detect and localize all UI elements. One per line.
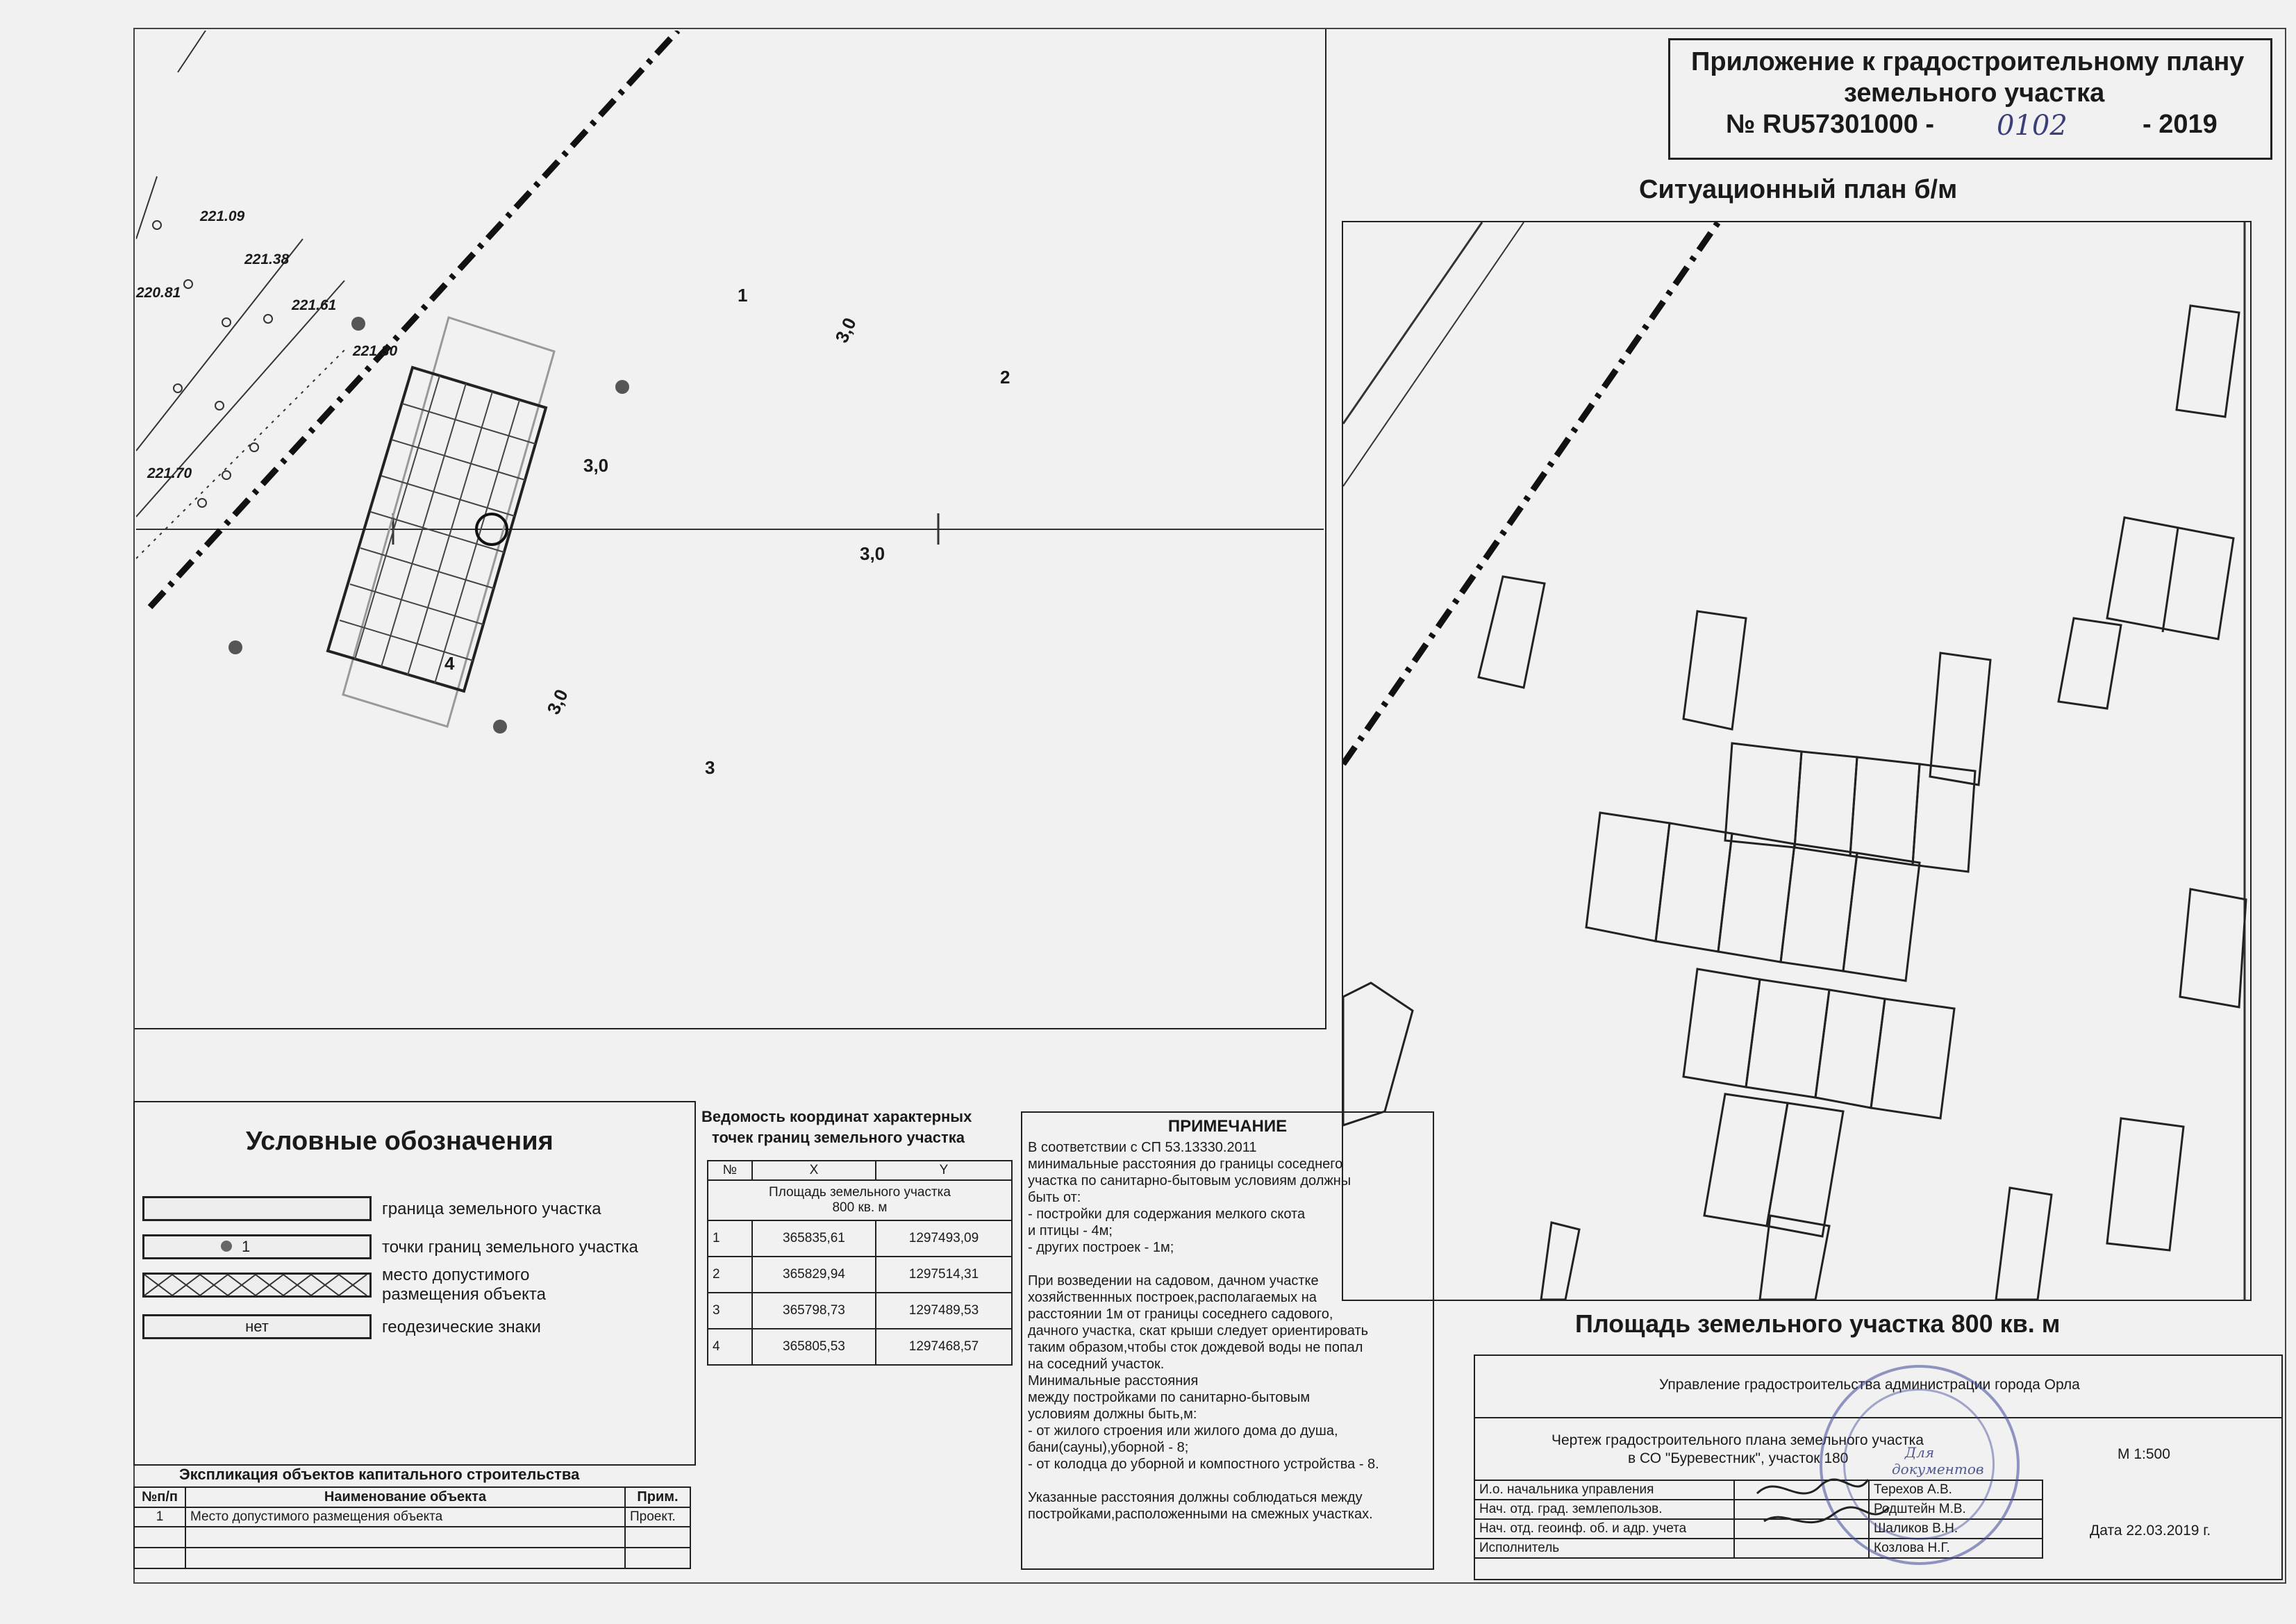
note-line: на соседний участок. — [1028, 1357, 1165, 1372]
note-line: между постройками по санитарно-бытовым — [1028, 1390, 1311, 1405]
legend-symbol-placement — [142, 1273, 372, 1298]
legend-symbol-boundary — [142, 1196, 372, 1221]
title-block-drawing-line1: Чертеж градостроительного плана земельного участка — [1552, 1432, 1924, 1448]
explication-title: Экспликация объектов капитального строительства — [179, 1466, 580, 1483]
legend-label-line1: место допустимого — [382, 1266, 530, 1284]
elevation-label: 220.81 — [136, 285, 181, 301]
note-line: минимальные расстояния до границы соседнего — [1028, 1157, 1343, 1172]
note-line: таким образом,чтобы сток дождевой воды не попал — [1028, 1340, 1363, 1355]
row-x: 365835,61 — [752, 1220, 876, 1257]
point-label: 4 — [444, 653, 455, 674]
elevation-label: 221.38 — [244, 251, 290, 267]
note-line: Указанные расстояния должны соблюдаться между — [1028, 1490, 1363, 1505]
signature-name: Терехов А.В. — [1869, 1480, 2043, 1500]
row-note: Проект. — [625, 1507, 690, 1527]
signature-name: Козлова Н.Г. — [1869, 1539, 2043, 1558]
note-title: ПРИМЕЧАНИЕ — [1167, 1117, 1288, 1136]
legend-title: Условные обозначения — [246, 1127, 554, 1156]
row-num: 3 — [708, 1293, 752, 1329]
dimension-label: 3,0 — [860, 543, 885, 564]
signature-role: Исполнитель — [1474, 1539, 1734, 1558]
coordinates-title-line1: Ведомость координат характерных — [701, 1108, 972, 1125]
header-number-handwritten: 0102 — [1997, 110, 2068, 142]
col-header-num: №п/п — [134, 1487, 185, 1507]
note-line: условиям должны быть,м: — [1028, 1407, 1197, 1422]
note-line: бани(сауны),уборной - 8; — [1028, 1440, 1189, 1455]
table-row — [134, 1507, 690, 1527]
area-line2: 800 кв. м — [832, 1200, 888, 1215]
col-header-x: X — [752, 1161, 876, 1180]
situational-plan-svg — [1343, 222, 2250, 1300]
note-line: - других построек - 1м; — [1028, 1240, 1174, 1255]
col-header-y: Y — [876, 1161, 1012, 1180]
legend-symbol-text: нет — [245, 1318, 269, 1335]
signature-scribbles — [1750, 1466, 1931, 1549]
legend-symbol-text: 1 — [242, 1238, 251, 1255]
main-plan-svg — [136, 31, 1324, 1024]
elevation-label: 221.30 — [353, 343, 398, 359]
point-label: 1 — [738, 285, 748, 306]
row-num: 1 — [708, 1220, 752, 1257]
point-label: 2 — [1000, 367, 1010, 388]
note-line — [1028, 1473, 1427, 1489]
header-box — [1668, 38, 2272, 160]
row-num: 4 — [708, 1329, 752, 1365]
row-y: 1297514,31 — [876, 1257, 1012, 1293]
elevation-label: 221.61 — [292, 297, 337, 313]
note-line — [1028, 1256, 1427, 1273]
signature-role: Нач. отд. град. землепользов. — [1474, 1500, 1734, 1519]
point-marker-icon — [221, 1241, 232, 1252]
note-line: - от жилого строения или жилого дома до душа, — [1028, 1423, 1338, 1439]
note-line: Минимальные расстояния — [1028, 1373, 1199, 1389]
legend-symbol-points — [142, 1234, 372, 1259]
situational-plan-title: Ситуационный план б/м — [1639, 175, 1958, 204]
area-caption: Площадь земельного участка 800 кв. м — [1575, 1309, 2061, 1338]
table-row — [708, 1220, 1012, 1257]
area-cell — [708, 1180, 1012, 1220]
stamp-handwriting: Для документов — [1892, 1444, 1984, 1477]
legend-symbol-geodetic — [142, 1314, 372, 1339]
row-x: 365798,73 — [752, 1293, 876, 1329]
header-number-year: - 2019 — [2143, 110, 2218, 139]
note-line: хозяйственнных построек,располагаемых на — [1028, 1290, 1317, 1305]
elevation-label: 221.09 — [200, 208, 245, 224]
legend-label-line2: размещения объекта — [382, 1285, 546, 1304]
dimension-label: 3,0 — [542, 686, 572, 718]
row-x: 365829,94 — [752, 1257, 876, 1293]
row-y: 1297468,57 — [876, 1329, 1012, 1365]
legend-label: геодезические знаки — [382, 1318, 541, 1336]
header-title-line1: Приложение к градостроительному плану — [1691, 47, 2245, 76]
area-line1: Площадь земельного участка — [769, 1185, 951, 1200]
situational-plan-map — [1342, 221, 2252, 1301]
signature-name: Шаликов В.Н. — [1869, 1519, 2043, 1539]
signature-role: И.о. начальника управления — [1474, 1480, 1734, 1500]
title-block-org: Управление градостроительства администрации города Орла — [1659, 1377, 2080, 1393]
dimension-label: 3,0 — [831, 314, 860, 347]
note-line: При возведении на садовом, дачном участке — [1028, 1273, 1319, 1289]
note-line: постройками,расположенными на смежных участках. — [1028, 1507, 1373, 1522]
point-label: 3 — [705, 757, 715, 778]
row-y: 1297493,09 — [876, 1220, 1012, 1257]
explication-table — [133, 1486, 691, 1569]
note-box — [1021, 1111, 1434, 1570]
row-num: 2 — [708, 1257, 752, 1293]
elevation-label: 221.70 — [147, 465, 192, 481]
row-x: 365805,53 — [752, 1329, 876, 1365]
col-header-num: № — [708, 1161, 752, 1180]
table-row — [708, 1329, 1012, 1365]
note-line: - постройки для содержания мелкого скота — [1028, 1207, 1306, 1222]
header-number-prefix: № RU57301000 - — [1726, 110, 1935, 139]
row-y: 1297489,53 — [876, 1293, 1012, 1329]
coordinates-title-line2: точек границ земельного участка — [712, 1129, 965, 1146]
coordinates-table — [707, 1160, 1013, 1366]
title-block-date: Дата 22.03.2019 г. — [2090, 1523, 2211, 1539]
header-title-line2: земельного участка — [1844, 78, 2105, 108]
legend-label: точки границ земельного участка — [382, 1238, 638, 1257]
col-header-name: Наименование объекта — [185, 1487, 625, 1507]
table-row — [708, 1257, 1012, 1293]
note-line: и птицы - 4м; — [1028, 1223, 1113, 1238]
note-line: В соответствии с СП 53.13330.2011 — [1028, 1140, 1257, 1155]
col-header-note: Прим. — [625, 1487, 690, 1507]
note-line: участка по санитарно-бытовым условиям должны — [1028, 1173, 1351, 1188]
row-num: 1 — [134, 1507, 185, 1527]
table-row — [708, 1293, 1012, 1329]
legend-label: граница земельного участка — [382, 1200, 601, 1218]
placement-hatch-icon — [144, 1275, 369, 1295]
dimension-label: 3,0 — [583, 455, 609, 476]
title-block-drawing-line2: в СО "Буревестник", участок 180 — [1628, 1450, 1849, 1466]
note-line: дачного участка, скат крыши следует ориентировать — [1028, 1323, 1369, 1339]
table-row — [134, 1527, 690, 1548]
note-line: расстоянии 1м от границы соседнего садового, — [1028, 1307, 1333, 1322]
row-name: Место допустимого размещения объекта — [185, 1507, 625, 1527]
signature-name: Родштейн М.В. — [1869, 1500, 2043, 1519]
note-line: - от колодца до уборной и компостного устройства - 8. — [1028, 1457, 1379, 1472]
note-line: быть от: — [1028, 1190, 1081, 1205]
title-block-scale: М 1:500 — [2118, 1446, 2170, 1462]
signature-role: Нач. отд. геоинф. об. и адр. учета — [1474, 1519, 1734, 1539]
table-row — [134, 1548, 690, 1568]
